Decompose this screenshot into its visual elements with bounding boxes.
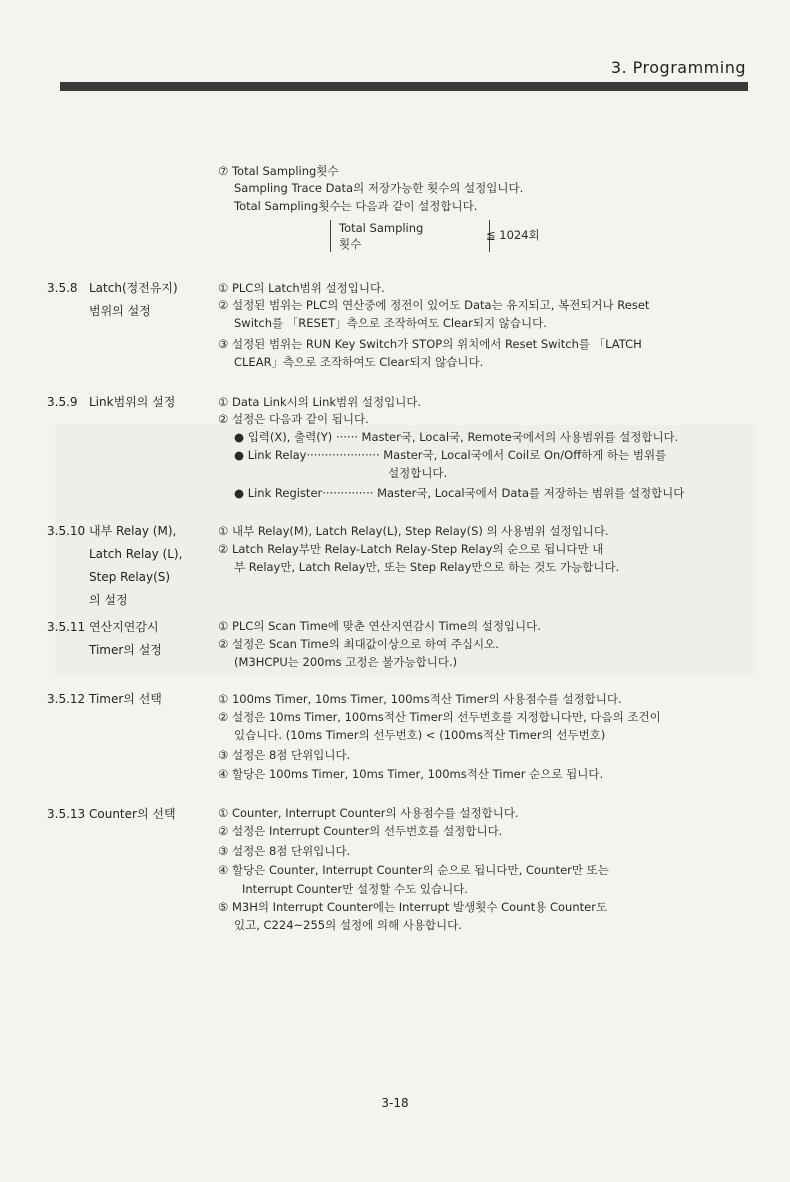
section-heading: Timer의 선택 [89,692,162,706]
section-number: 3.5.11 [47,620,86,634]
formula-rhs: ≦ 1024회 [486,228,540,242]
section-number: 3.5.8 [47,281,78,295]
text-line: ② 설정은 다음과 같이 됩니다. [218,412,369,426]
text-line: ● Link Relay···················· Master국, Local국에서 Coil로 On/Off하게 하는 범위를 [234,448,667,462]
text-line: CLEAR」측으로 조작하여도 Clear되지 않습니다. [234,355,484,369]
text-line: Switch를 「RESET」측으로 조작하여도 Clear되지 않습니다. [234,316,547,330]
text-line: ④ 할당은 Counter, Interrupt Counter의 순으로 됩니다만, Counter만 또는 [218,863,609,877]
section-title-358 [47,277,178,323]
section-heading: Counter의 선택 [89,807,176,821]
text-line: ① PLC의 Latch범위 설정입니다. [218,281,385,295]
header-rule [60,82,748,91]
formula-box [330,220,490,252]
text-line: (M3HCPU는 200ms 고정은 불가능합니다.) [234,655,458,669]
text-line: Total Sampling횟수는 다음과 같이 설정합니다. [234,199,478,213]
section-heading: 내부 Relay (M), [89,524,177,538]
text-line: Interrupt Counter만 설정할 수도 있습니다. [242,882,468,896]
text-line: ② 설정된 범위는 PLC의 연산중에 정전이 있어도 Data는 유지되고, 복전되거나 Reset [218,298,650,312]
text-line: ① 100ms Timer, 10ms Timer, 100ms적산 Timer의 사용점수를 설정합니다. [218,692,622,706]
section-title-3511 [47,616,162,662]
text-line: ② 설정은 10ms Timer, 100ms적산 Timer의 선두번호를 지정합니다만, 다음의 조건이 [218,710,661,724]
section-number: 3.5.12 [47,692,86,706]
section-heading: Latch(정전유지) [89,281,178,295]
section-title-3513 [47,803,176,826]
text-line: ① 내부 Relay(M), Latch Relay(L), Step Relay(S) 의 사용범위 설정입니다. [218,524,609,538]
text-line: ③ 설정은 8점 단위입니다. [218,748,351,762]
text-line: 있고, C224~255의 설정에 의해 사용합니다. [234,918,462,932]
section-heading: Link범위의 설정 [89,395,176,409]
section-number: 3.5.13 [47,807,86,821]
formula-line2: 횟수 [339,237,362,251]
section-title-3510 [47,520,182,612]
text-line: 부 Relay만, Latch Relay만, 또는 Step Relay만으로 하는 것도 가능합니다. [234,560,620,574]
section-heading: Timer의 설정 [89,643,162,657]
section-heading: Latch Relay (L), [89,547,183,561]
formula-line1: Total Sampling [339,221,424,235]
text-line: ① PLC의 Scan Time에 맞춘 연산지연감시 Time의 설정입니다. [218,619,541,633]
text-line: ⑦ Total Sampling횟수 [218,164,339,178]
text-line: ② 설정은 Scan Time의 최대값이상으로 하여 주십시오. [218,637,499,651]
text-line: ③ 설정된 범위는 RUN Key Switch가 STOP의 위치에서 Reset Switch를 「LATCH [218,337,642,351]
text-line: 있습니다. (10ms Timer의 선두번호) < (100ms적산 Timer의 선두번호) [234,728,606,742]
page-number: 3-18 [381,1096,409,1110]
section-title-359 [47,391,175,414]
text-line: ● 입력(X), 출력(Y) ······ Master국, Local국, Remote국에서의 사용범위를 설정합니다. [234,430,679,444]
text-line: ⑤ M3H의 Interrupt Counter에는 Interrupt 발생횟수 Count용 Counter도 [218,900,608,914]
text-line: Sampling Trace Data의 저장가능한 횟수의 설정입니다. [234,181,524,195]
text-line: ① Counter, Interrupt Counter의 사용점수를 설정합니다. [218,806,519,820]
section-title-3512 [47,688,162,711]
section-number: 3.5.9 [47,395,78,409]
section-heading: 범위의 설정 [89,304,151,318]
text-line: ③ 설정은 8점 단위입니다. [218,844,351,858]
text-line: ② Latch Relay부만 Relay-Latch Relay-Step Relay의 순으로 됩니다만 내 [218,542,604,556]
text-line: 설정합니다. [388,466,448,480]
section-heading: Step Relay(S) [89,570,171,584]
section-heading: 연산지연감시 [89,620,159,634]
text-line: ① Data Link시의 Link범위 설정입니다. [218,395,422,409]
chapter-title: 3. Programming [610,58,746,77]
text-line: ④ 할당은 100ms Timer, 10ms Timer, 100ms적산 Timer 순으로 됩니다. [218,767,604,781]
section-number: 3.5.10 [47,524,86,538]
text-line: ② 설정은 Interrupt Counter의 선두번호를 설정합니다. [218,824,503,838]
text-line: ● Link Register·············· Master국, Local국에서 Data를 저장하는 범위를 설정합니다 [234,486,685,500]
section-heading: 의 설정 [89,593,128,607]
